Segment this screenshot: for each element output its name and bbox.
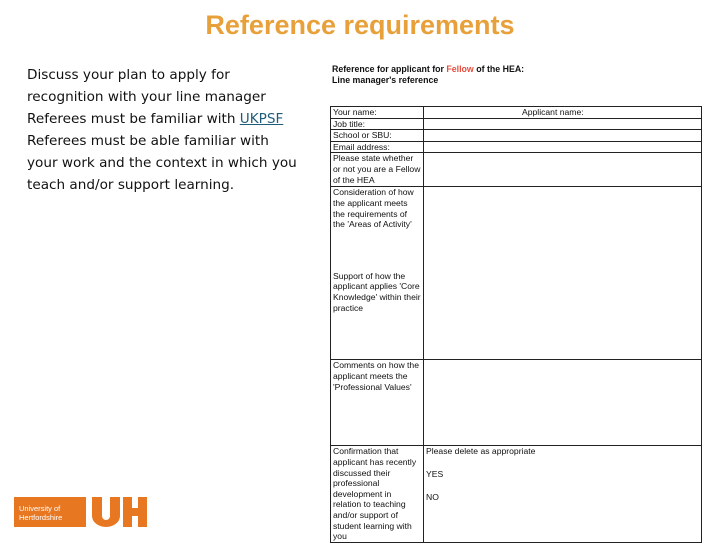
- values-label: Comments on how the applicant meets the 'Professional Values': [331, 360, 424, 446]
- activity-knowledge-label: [331, 187, 424, 360]
- logo-wordmark-box: [14, 497, 86, 527]
- fellow-question-value: [424, 153, 702, 187]
- paragraph-referee-context: Referees must be able familiar with your work and the context in which you teach and/or support learning.: [27, 133, 297, 193]
- fellow-question-label: Please state whether or not you are a Fellow of the HEA: [331, 153, 424, 187]
- your-name-label: Your name:: [331, 107, 424, 119]
- paragraph-referee-familiar-text: Referees must be familiar with: [27, 111, 240, 127]
- label-spacer: [333, 230, 421, 271]
- values-value: [424, 360, 702, 446]
- slide-body: [27, 64, 299, 196]
- university-logo: [14, 497, 148, 527]
- form-heading-line2: Line manager's reference: [332, 75, 439, 85]
- school-value: [424, 130, 702, 142]
- form-row-confirmation: [331, 446, 702, 542]
- activity-knowledge-value: [424, 187, 702, 360]
- school-label: School or SBU:: [331, 130, 424, 142]
- form-row-names: [331, 107, 702, 119]
- applicant-name-text: Applicant name:: [522, 107, 584, 117]
- paragraph-discuss-plan: Discuss your plan to apply for recognition with your line manager: [27, 67, 266, 105]
- applicant-name-label: [514, 107, 702, 119]
- ukpsf-link[interactable]: UKPSF: [239, 111, 284, 127]
- option-gap: [426, 457, 699, 469]
- form-heading-accent: Fellow: [446, 64, 474, 74]
- job-title-value: [424, 118, 702, 130]
- form-heading: [332, 64, 702, 86]
- form-heading-suffix: of the HEA:: [473, 64, 525, 74]
- form-row-job-title: [331, 118, 702, 130]
- form-row-activity: [331, 187, 702, 360]
- email-value: [424, 141, 702, 153]
- form-row-email: [331, 141, 702, 153]
- form-row-school: [331, 130, 702, 142]
- uh-logo-mark-icon: [90, 497, 148, 527]
- form-heading-prefix: Reference for applicant for: [332, 64, 447, 74]
- h-letter-shape: [123, 497, 147, 527]
- option-no: NO: [426, 491, 439, 502]
- delete-note: Please delete as appropriate: [426, 446, 536, 457]
- logo-line1: University of: [19, 504, 61, 513]
- option-gap: [426, 480, 699, 492]
- slide-title: Reference requirements: [205, 10, 515, 40]
- option-yes: YES: [426, 468, 444, 479]
- form-row-fellow: [331, 153, 702, 187]
- reference-form-table: [330, 106, 702, 543]
- logo-line2: Hertfordshire: [19, 513, 63, 522]
- activity-label: Consideration of how the applicant meets the requirements of the 'Areas of Activity': [333, 187, 414, 230]
- u-letter-shape: [92, 497, 120, 527]
- email-label: Email address:: [331, 141, 424, 153]
- your-name-value: [424, 107, 515, 119]
- form-row-values: [331, 360, 702, 446]
- paragraph-referee-familiar: [27, 108, 299, 130]
- knowledge-label: Support of how the applicant applies 'Core Knowledge' within their practice: [333, 270, 421, 313]
- confirmation-options: [424, 446, 702, 542]
- job-title-label: Job title:: [331, 118, 424, 130]
- confirmation-label: Confirmation that applicant has recently discussed their professional development in relation to teaching and/or support of student learning with you: [331, 446, 424, 542]
- reference-form-image: [330, 64, 702, 543]
